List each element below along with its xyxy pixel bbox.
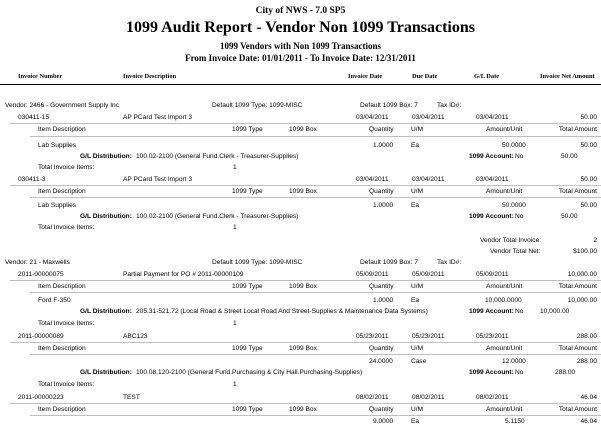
account-1099-value: No (515, 308, 524, 315)
item-amount-unit: 10,000.0000 (485, 297, 522, 304)
type-1099-label: 1099 Type (232, 283, 263, 290)
item-description-label: Item Description (38, 188, 86, 195)
item-um: Ea (411, 418, 420, 425)
item-amount-unit: 5.1150 (505, 418, 525, 425)
row-divider (10, 342, 601, 343)
item-total-amount: 50.00 (580, 142, 597, 149)
invoice-net-amount: 288.00 (576, 333, 597, 340)
total-invoice-items-label: Total Invoice Items: (38, 224, 95, 231)
row-divider (30, 292, 601, 293)
total-amount-label: Total Amount (558, 126, 597, 133)
col-due-date: Due Date (412, 73, 438, 80)
vendor-default-type: Default 1099 Type: 1099-MISC (212, 259, 303, 266)
item-description: Ford F-350 (38, 297, 71, 304)
vendor-name: Vendor: 2466 - Government Supply Inc (5, 102, 119, 109)
invoice-description: ABC123 (123, 333, 148, 340)
box-1099-label: 1099 Box (289, 406, 317, 413)
total-amount-label: Total Amount (558, 406, 597, 413)
amount-unit-label: Amount/Unit (486, 126, 523, 133)
row-divider (10, 185, 601, 186)
invoice-description: AP PCard Test Import 3 (123, 114, 193, 121)
item-um: Ea (411, 297, 420, 304)
um-label: U/M (411, 406, 424, 413)
item-um: Ea (411, 142, 420, 149)
invoice-date: 03/04/2011 (356, 176, 389, 183)
um-label: U/M (411, 283, 424, 290)
total-invoice-items: 1 (233, 320, 237, 327)
gl-date: 05/23/2011 (476, 333, 509, 340)
gl-distribution: 100.02-2100 (General Fund.Clerk - Treasurer-Supplies) (136, 153, 299, 160)
row-divider (30, 197, 601, 198)
row-divider (30, 354, 601, 355)
quantity-label: Quantity (369, 406, 394, 413)
account-1099-label: 1099 Account: (469, 153, 514, 160)
item-quantity: 24.0000 (369, 358, 393, 365)
vendor-tax-id-label: Tax ID#: (437, 102, 462, 109)
total-invoice-items: 1 (233, 381, 237, 388)
amount-unit-label: Amount/Unit (486, 283, 523, 290)
total-invoice-items: 1 (233, 164, 237, 171)
col-invoice-description: Invoice Description (123, 73, 177, 80)
box-1099-label: 1099 Box (289, 188, 317, 195)
item-amount-unit: 50.0000 (502, 202, 526, 209)
box-1099-label: 1099 Box (289, 126, 317, 133)
invoice-net-amount: 50.00 (580, 176, 597, 183)
total-invoice-items-label: Total Invoice Items: (38, 164, 95, 171)
invoice-number: 030411-3 (18, 176, 46, 183)
due-date: 05/09/2011 (412, 271, 445, 278)
quantity-label: Quantity (369, 345, 394, 352)
um-label: U/M (411, 126, 424, 133)
total-amount-label: Total Amount (558, 345, 597, 352)
vendor-default-box: Default 1099 Box: 7 (360, 102, 418, 109)
invoice-date: 08/02/2011 (356, 394, 389, 401)
invoice-number: 2011-00000075 (18, 271, 64, 278)
total-invoice-items-label: Total Invoice Items: (38, 320, 95, 327)
invoice-net-amount: 50.00 (580, 114, 597, 121)
account-1099-value: No (515, 369, 524, 376)
item-um: Ea (411, 202, 420, 209)
invoice-net-amount: 46.04 (580, 394, 597, 401)
invoice-description: TEST (123, 394, 140, 401)
report-title: 1099 Audit Report - Vendor Non 1099 Transactions (126, 19, 475, 36)
amount-unit-label: Amount/Unit (486, 188, 523, 195)
item-quantity: 1.0000 (373, 202, 394, 209)
report-subtitle: 1099 Vendors with Non 1099 Transactions (220, 41, 381, 51)
amount-unit-label: Amount/Unit (486, 345, 523, 352)
invoice-net-amount: 10,000.00 (567, 271, 597, 278)
invoice-number: 2011-00000223 (18, 394, 64, 401)
gl-date: 03/04/2011 (476, 176, 509, 183)
vendor-default-type: Default 1099 Type: 1099-MISC (212, 102, 303, 109)
item-description: Lab Supplies (38, 202, 77, 209)
quantity-label: Quantity (369, 126, 394, 133)
invoice-date: 05/09/2011 (356, 271, 389, 278)
total-invoice-items: 1 (233, 224, 237, 231)
item-total-amount: 288.00 (576, 358, 597, 365)
invoice-description: Partial Payment for PO # 2011-00000109 (123, 271, 244, 278)
box-1099-label: 1099 Box (289, 283, 317, 290)
col-gl-date: G/L Date (474, 73, 500, 80)
box-1099-label: 1099 Box (289, 345, 317, 352)
quantity-label: Quantity (369, 188, 394, 195)
vendor-total-net-label: Vendor Total Net: (490, 248, 541, 255)
row-divider (30, 415, 601, 416)
gl-date: 08/02/2011 (476, 394, 509, 401)
item-total-amount: 50.00 (580, 202, 597, 209)
vendor-name: Vendor: 21 - Maxwells (5, 259, 70, 266)
item-total-amount: 46.04 (580, 418, 597, 425)
invoice-description: AP PCard Test Import 3 (123, 176, 193, 183)
col-invoice-number: Invoice Number (18, 73, 63, 80)
item-quantity: 9.0000 (373, 418, 394, 425)
vendor-total-invoice-label: Vendor Total Invoice: (480, 237, 542, 244)
gl-distribution: 205.31-521.72 (Local Road & Street Local Road And Street-Supplies & Maintenance Data Systems) (136, 308, 428, 315)
item-description-label: Item Description (38, 345, 86, 352)
account-1099-label: 1099 Account: (469, 213, 514, 220)
col-invoice-date: Invoice Date (348, 73, 383, 80)
item-amount-unit: 50.0000 (502, 142, 526, 149)
account-1099-label: 1099 Account: (469, 308, 514, 315)
due-date: 03/04/2011 (412, 114, 445, 121)
item-quantity: 1.0000 (373, 297, 394, 304)
item-total-amount: 10,000.00 (567, 297, 597, 304)
vendor-default-box: Default 1099 Box: 7 (360, 259, 418, 266)
row-divider (10, 280, 601, 281)
total-amount-label: Total Amount (558, 188, 597, 195)
vendor-total-invoice: 2 (593, 237, 597, 244)
vendor-tax-id-label: Tax ID#: (437, 259, 462, 266)
account-1099-value: No (515, 213, 524, 220)
due-date: 03/04/2011 (412, 176, 445, 183)
item-amount-unit: 12.0000 (502, 358, 526, 365)
gl-date: 05/09/2011 (476, 271, 509, 278)
quantity-label: Quantity (369, 283, 394, 290)
account-1099-amount: 50.00 (561, 153, 578, 160)
invoice-date: 05/23/2011 (356, 333, 389, 340)
account-1099-amount: 50.00 (561, 213, 578, 220)
gl-distribution: 100.08.120-2100 (General Fund.Purchasing & City Hall.Purchasing-Supplies) (136, 369, 363, 376)
invoice-date: 03/04/2011 (356, 114, 389, 121)
item-quantity: 1.0000 (373, 142, 394, 149)
item-description-label: Item Description (38, 283, 86, 290)
account-1099-label: 1099 Account: (469, 369, 514, 376)
invoice-number: 030411-15 (18, 114, 50, 121)
um-label: U/M (411, 188, 424, 195)
account-1099-value: No (515, 153, 524, 160)
item-description-label: Item Description (38, 406, 86, 413)
gl-distribution: 100.02-2100 (General Fund.Clerk - Treasurer-Supplies) (136, 213, 299, 220)
gl-distribution-label: G/L Distribution: (80, 369, 132, 376)
due-date: 05/23/2011 (412, 333, 445, 340)
um-label: U/M (411, 345, 424, 352)
item-description-label: Item Description (38, 126, 86, 133)
row-divider (30, 136, 601, 137)
vendor-total-net: $100.00 (573, 248, 597, 255)
gl-date: 03/04/2011 (476, 114, 509, 121)
type-1099-label: 1099 Type (232, 188, 263, 195)
amount-unit-label: Amount/Unit (486, 406, 523, 413)
item-description: Lab Supplies (38, 142, 77, 149)
gl-distribution-label: G/L Distribution: (80, 153, 132, 160)
gl-distribution-label: G/L Distribution: (80, 213, 132, 220)
header-rule (0, 84, 601, 85)
due-date: 08/02/2011 (412, 394, 445, 401)
row-divider (10, 123, 601, 124)
account-1099-amount: 10,000.00 (540, 308, 570, 315)
type-1099-label: 1099 Type (232, 345, 263, 352)
report-date-range: From Invoice Date: 01/01/2011 - To Invoice Date: 12/31/2011 (185, 53, 416, 63)
type-1099-label: 1099 Type (232, 406, 263, 413)
report-city: City of NWS - 7.0 SP5 (255, 6, 346, 16)
row-divider (10, 403, 601, 404)
total-invoice-items-label: Total Invoice Items: (38, 381, 95, 388)
type-1099-label: 1099 Type (232, 126, 263, 133)
gl-distribution-label: G/L Distribution: (80, 308, 132, 315)
invoice-number: 2011-00000089 (18, 333, 64, 340)
col-invoice-net-amount: Invoice Net Amount (540, 73, 595, 80)
total-amount-label: Total Amount (558, 283, 597, 290)
item-um: Case (411, 358, 427, 365)
account-1099-amount: 288.00 (555, 369, 576, 376)
